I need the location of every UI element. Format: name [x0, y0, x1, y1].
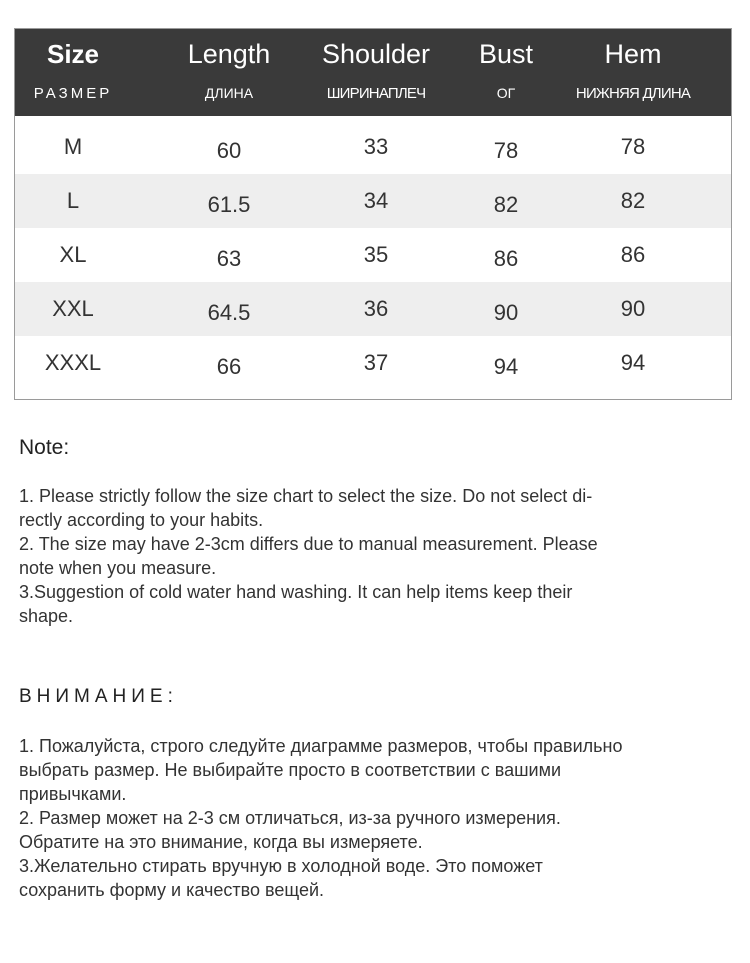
warning-line: 1. Пожалуйста, строго следуйте диаграмме размеров, чтобы правильно	[19, 736, 623, 756]
note-line: 1. Please strictly follow the size chart to select the size. Do not select di-	[19, 486, 593, 506]
header-bust	[447, 29, 565, 116]
header-length-en: Length	[187, 39, 271, 69]
warning-line: 2. Размер может на 2-3 см отличаться, из-за ручного измерения.	[19, 808, 561, 828]
table-header	[15, 29, 731, 116]
cell-bust: 86	[493, 246, 519, 271]
warning-title: ВНИМАНИЕ:	[19, 686, 178, 707]
warning-line: 3.Желательно стирать вручную в холодной воде. Это поможет	[19, 856, 543, 876]
cell-size: XXXL	[44, 350, 102, 375]
header-hem-en: Hem	[604, 39, 662, 69]
note-line: 2. The size may have 2-3cm differs due to manual measurement. Please	[19, 534, 598, 554]
header-size-ru: РАЗМЕР	[33, 85, 113, 102]
cell-hem: 78	[620, 134, 646, 159]
table-row	[15, 174, 731, 228]
cell-shoulder: 36	[363, 296, 389, 321]
cell-hem: 86	[620, 242, 646, 267]
cell-size: L	[66, 188, 80, 213]
warning-line: Обратите на это внимание, когда вы измеряете.	[19, 832, 423, 852]
note-line: note when you measure.	[19, 558, 217, 578]
header-size-en: Size	[46, 39, 100, 69]
header-size	[15, 29, 131, 116]
cell-size: XXL	[52, 296, 94, 321]
cell-bust: 90	[493, 300, 519, 325]
cell-size: XL	[59, 242, 87, 267]
cell-bust: 94	[493, 354, 519, 379]
warning-line: привычками.	[19, 784, 127, 804]
header-shoulder-ru: ШИРИНАПЛЕЧ	[326, 85, 426, 102]
cell-shoulder: 34	[363, 188, 389, 213]
cell-shoulder: 33	[363, 134, 389, 159]
size-chart-table	[14, 28, 732, 400]
warning-line: сохранить форму и качество вещей.	[19, 880, 325, 900]
note-line: shape.	[19, 606, 74, 626]
cell-hem: 90	[620, 296, 646, 321]
table-row	[15, 120, 731, 174]
cell-shoulder: 37	[363, 350, 389, 375]
cell-hem: 82	[620, 188, 646, 213]
header-length-ru: ДЛИНА	[204, 85, 254, 101]
header-hem-ru: НИЖНЯЯ ДЛИНА	[575, 85, 691, 102]
note-line: 3.Suggestion of cold water hand washing. It can help items keep their	[19, 582, 573, 602]
cell-size: M	[63, 134, 83, 159]
table-row	[15, 228, 731, 282]
note-body	[19, 484, 719, 628]
table-row	[15, 336, 731, 390]
cell-length: 64.5	[207, 300, 251, 325]
cell-length: 60	[216, 138, 242, 163]
cell-length: 66	[216, 354, 242, 379]
header-bust-ru: ОГ	[496, 85, 516, 101]
header-shoulder-en: Shoulder	[321, 39, 431, 69]
cell-bust: 78	[493, 138, 519, 163]
cell-length: 63	[216, 246, 242, 271]
warning-line: выбрать размер. Не выбирайте просто в соответствии с вашими	[19, 760, 562, 780]
header-shoulder	[305, 29, 447, 116]
cell-hem: 94	[620, 350, 646, 375]
header-bust-en: Bust	[478, 39, 534, 69]
note-title: Note:	[19, 436, 70, 459]
cell-shoulder: 35	[363, 242, 389, 267]
table-row	[15, 282, 731, 336]
cell-bust: 82	[493, 192, 519, 217]
note-line: rectly according to your habits.	[19, 510, 264, 530]
table-body	[15, 116, 731, 399]
cell-length: 61.5	[207, 192, 251, 217]
warning-body	[19, 734, 719, 902]
header-hem	[563, 29, 703, 116]
header-length	[155, 29, 303, 116]
